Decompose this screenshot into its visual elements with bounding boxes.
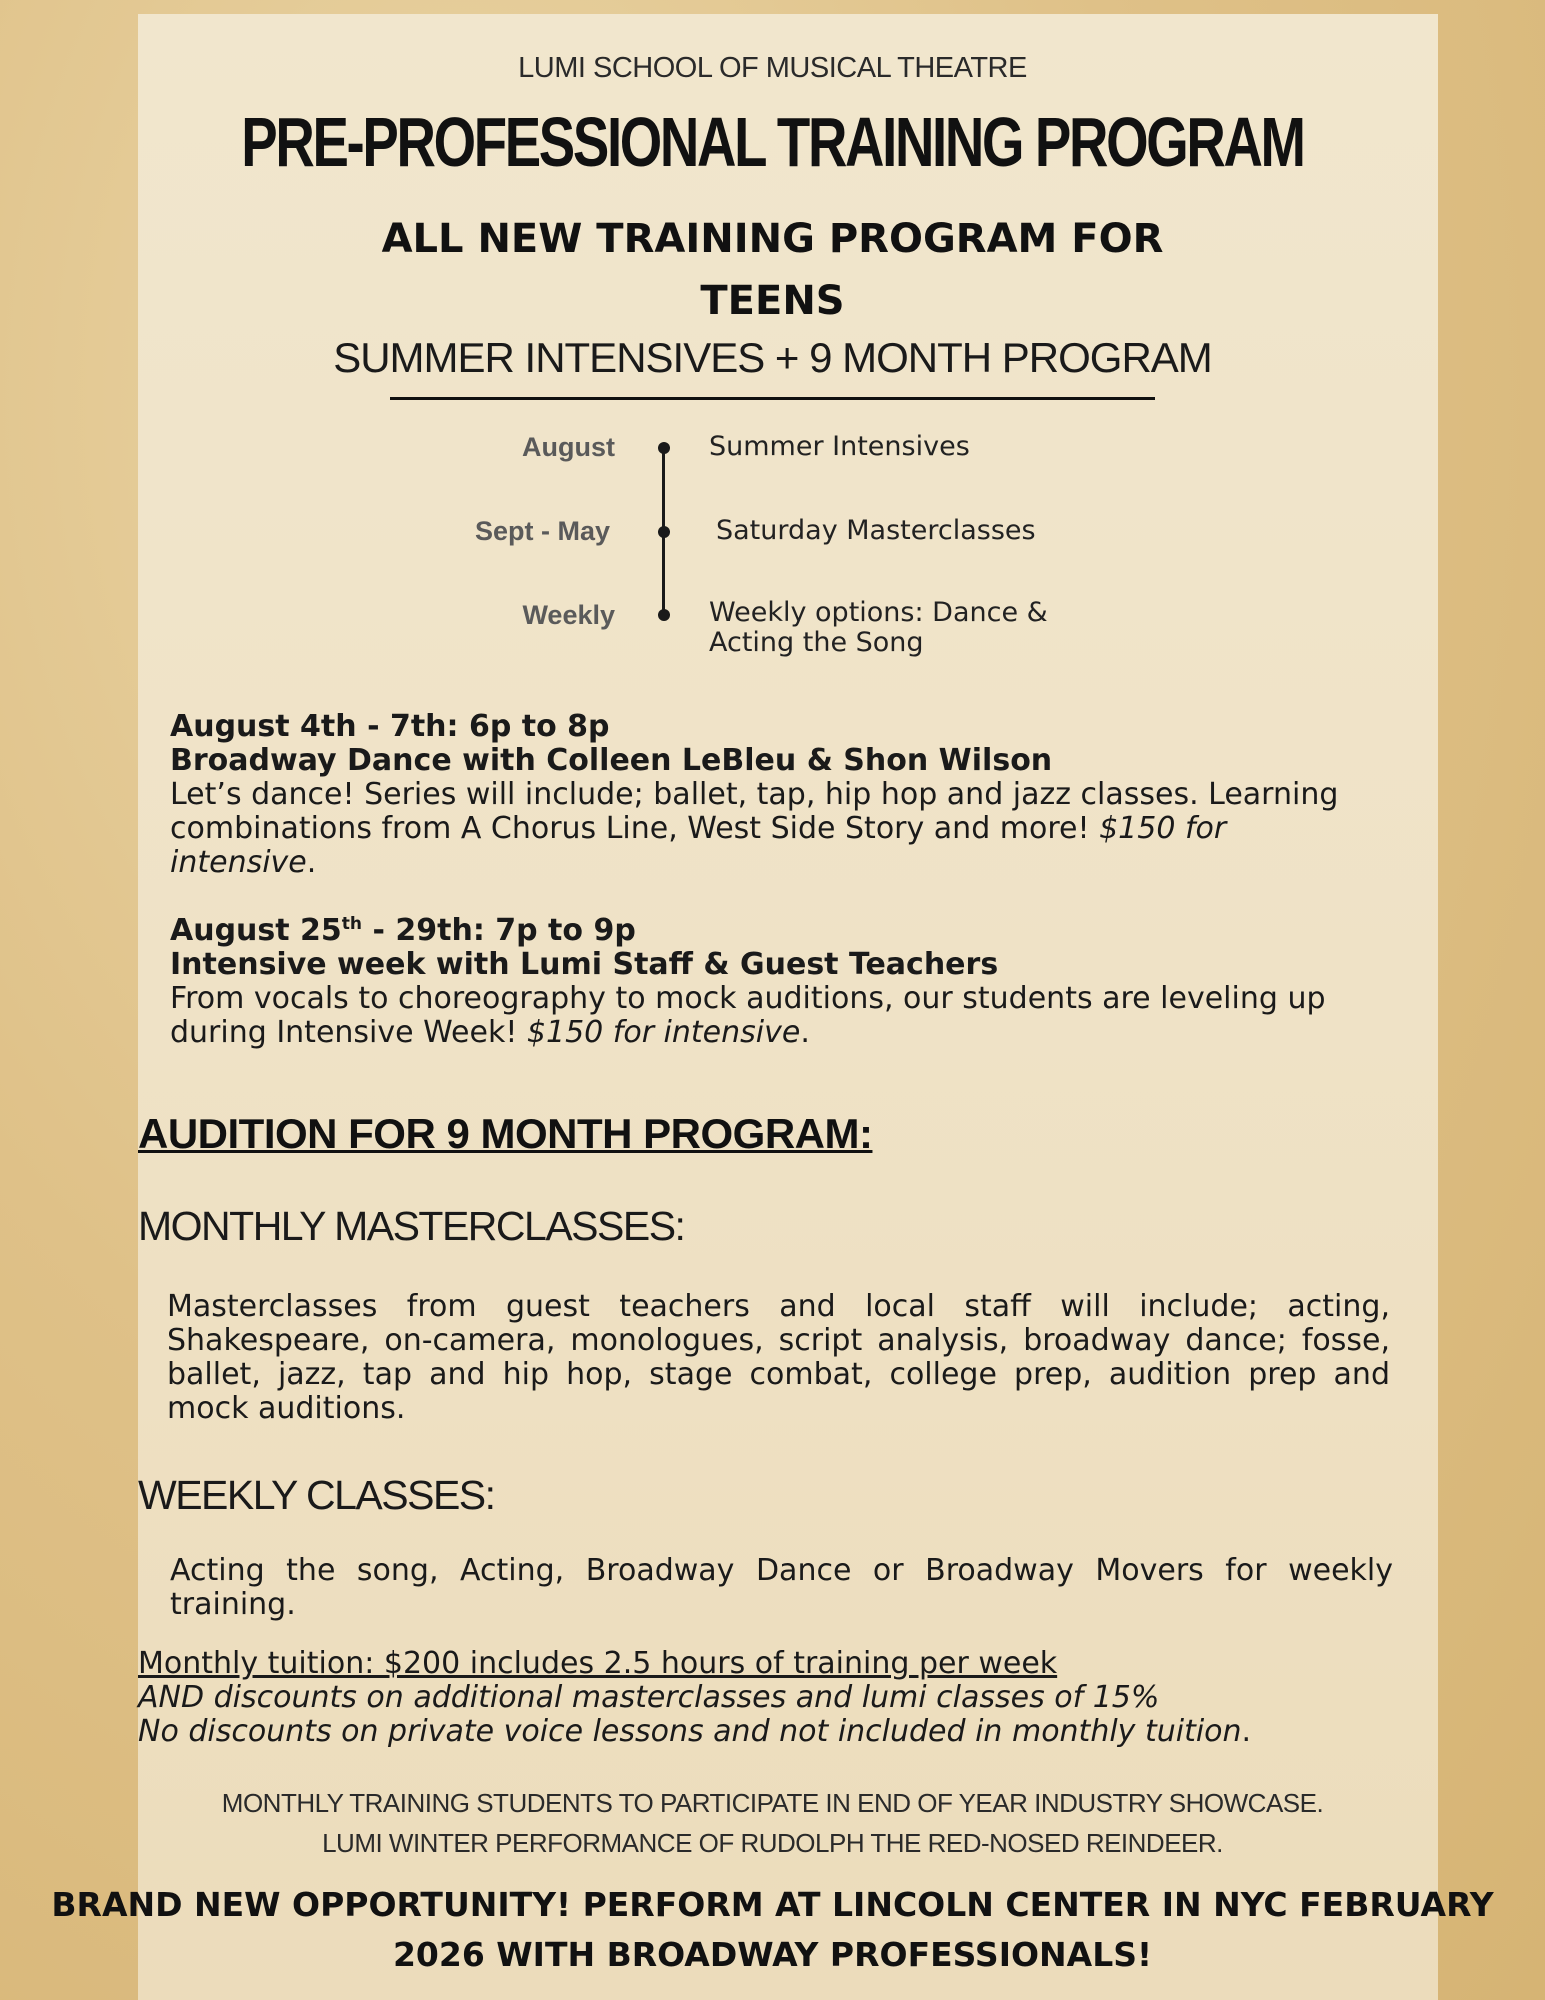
- intensive-2-date: [170, 914, 1355, 948]
- school-name: LUMI SCHOOL OF MUSICAL THEATRE: [518, 52, 1027, 84]
- timeline-label-august: August: [522, 432, 615, 462]
- subtitle: [300, 208, 1245, 332]
- masterclasses-heading: MONTHLY MASTERCLASSES:: [138, 1203, 685, 1249]
- page-title: PRE-PROFESSIONAL TRAINING PROGRAM: [241, 103, 1304, 181]
- timeline-desc-masterclasses: Saturday Masterclasses: [716, 515, 1036, 546]
- tuition-line-1: Monthly tuition: $200 includes 2.5 hours of training per week: [138, 1646, 1058, 1681]
- intensive-1-price: $150 for intensive: [170, 811, 1227, 880]
- winter-performance-note: LUMI WINTER PERFORMANCE OF RUDOLPH THE RED-NOSED REINDEER.: [322, 1828, 1223, 1858]
- intensive-1: [170, 710, 1355, 880]
- intensive-1-date: August 4th - 7th: 6p to 8p: [170, 709, 610, 744]
- timeline-dot: [658, 609, 670, 621]
- intensive-2-date-pre: August 25: [170, 913, 342, 948]
- timeline-desc-weekly: [709, 598, 1048, 658]
- tuition-line-2: AND discounts on additional masterclasses and lumi classes of 15%: [138, 1680, 1160, 1715]
- masterclasses-body: Masterclasses from guest teachers and local staff will include; acting, Shakespeare, on-camera, monologues, script analysis, broadway dance; fosse, ballet, jazz, tap and hip hop, stage combat, college prep, audition prep and mock auditions.: [167, 1289, 1390, 1426]
- intensive-1-title: Broadway Dance with Colleen LeBleu & Shon Wilson: [170, 743, 1053, 778]
- intensive-2-title: Intensive week with Lumi Staff & Guest Teachers: [170, 947, 999, 982]
- timeline-label-weekly: Weekly: [522, 600, 615, 630]
- timeline-desc-summer: Summer Intensives: [709, 431, 970, 462]
- tuition-line-3: [138, 1715, 1388, 1749]
- brand-line-2: 2026 WITH BROADWAY PROFESSIONALS!: [392, 1935, 1153, 1974]
- programs-line: SUMMER INTENSIVES + 9 MONTH PROGRAM: [333, 334, 1212, 381]
- subtitle-line-1: ALL NEW TRAINING PROGRAM FOR: [381, 216, 1164, 262]
- intensive-2-body: [170, 982, 1355, 1050]
- tuition-line-3-text: No discounts on private voice lessons and not included in monthly tuition: [138, 1714, 1242, 1749]
- timeline-desc-weekly-line-1: Weekly options: Dance &: [709, 597, 1048, 628]
- timeline-desc-weekly-line-2: Acting the Song: [709, 627, 924, 658]
- weekly-classes-body: Acting the song, Acting, Broadway Dance or Broadway Movers for weekly training.: [170, 1553, 1393, 1622]
- weekly-classes-heading: WEEKLY CLASSES:: [138, 1472, 495, 1518]
- intensive-2: [170, 914, 1355, 1050]
- brand-line-1: BRAND NEW OPPORTUNITY! PERFORM AT LINCOLN CENTER IN NYC FEBRUARY: [51, 1885, 1494, 1924]
- timeline-dot: [658, 442, 670, 454]
- intensive-1-end: .: [306, 845, 317, 880]
- intensive-1-body: [170, 778, 1355, 880]
- intensive-2-end: .: [800, 1015, 810, 1050]
- audition-heading: AUDITION FOR 9 MONTH PROGRAM:: [138, 1110, 873, 1157]
- subtitle-line-2: TEENS: [700, 278, 845, 324]
- brand-new-opportunity: [50, 1880, 1495, 1980]
- tuition-line-3-end: .: [1241, 1714, 1252, 1749]
- showcase-note: MONTHLY TRAINING STUDENTS TO PARTICIPATE IN END OF YEAR INDUSTRY SHOWCASE.: [221, 1788, 1324, 1818]
- intensive-2-price: $150 for intensive: [526, 1015, 801, 1050]
- intensive-2-date-post: - 29th: 7p to 9p: [362, 913, 636, 948]
- timeline-dot: [658, 526, 670, 538]
- intensive-2-text: From vocals to choreography to mock auditions, our students are leveling up during Intensive Week!: [170, 981, 1326, 1050]
- intensive-2-date-sup: th: [341, 914, 363, 934]
- divider: [390, 397, 1155, 400]
- timeline-label-sept-may: Sept - May: [474, 516, 610, 546]
- intensive-1-text: Let’s dance! Series will include; ballet, tap, hip hop and jazz classes. Learning combinations from A Chorus Line, West Side Story and more!: [170, 777, 1339, 846]
- tuition: [138, 1647, 1388, 1749]
